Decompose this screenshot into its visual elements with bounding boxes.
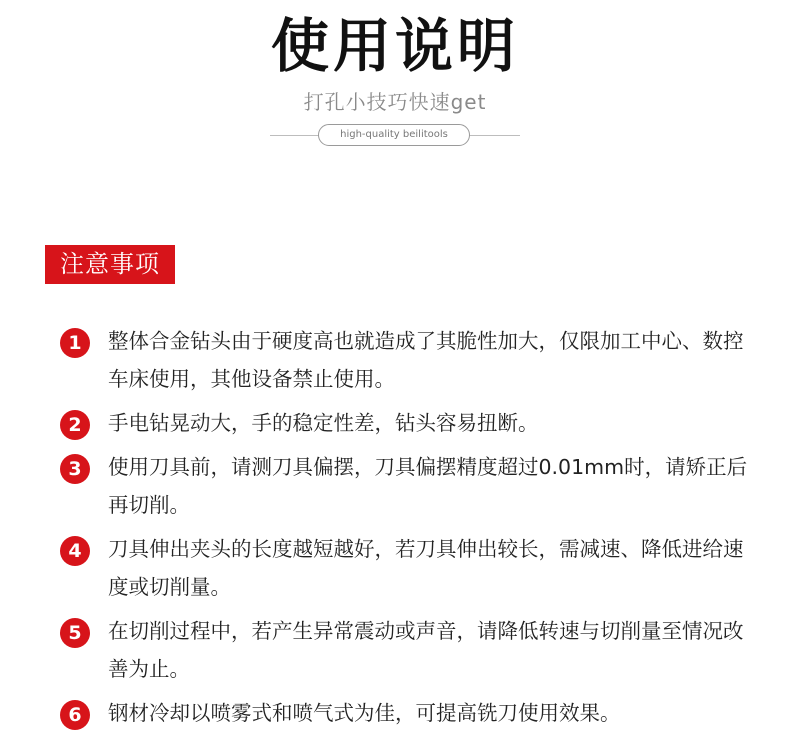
list-item bbox=[60, 448, 760, 524]
item-text: 手电钻晃动大，手的稳定性差，钻头容易扭断。 bbox=[108, 411, 539, 435]
number-badge: 1 bbox=[60, 328, 90, 358]
tagline-banner bbox=[270, 124, 520, 146]
number-badge: 6 bbox=[60, 700, 90, 730]
list-item bbox=[60, 404, 760, 442]
tagline-pill: high-quality beilitools bbox=[318, 124, 470, 146]
page-title: 使用说明 bbox=[270, 12, 519, 80]
page-subtitle: 打孔小技巧快速get bbox=[303, 90, 487, 114]
number-badge: 4 bbox=[60, 536, 90, 566]
list-item bbox=[60, 322, 760, 398]
list-item bbox=[60, 530, 760, 606]
item-text: 在切削过程中，若产生异常震动或声音，请降低转速与切削量至情况改善为止。 bbox=[108, 619, 744, 681]
list-item bbox=[60, 694, 760, 732]
list-item bbox=[60, 612, 760, 688]
number-badge: 5 bbox=[60, 618, 90, 648]
item-text: 整体合金钻头由于硬度高也就造成了其脆性加大，仅限加工中心、数控车床使用，其他设备禁止使用。 bbox=[108, 329, 744, 391]
item-text: 使用刀具前，请测刀具偏摆，刀具偏摆精度超过0.01mm时，请矫正后再切削。 bbox=[108, 455, 748, 517]
item-text: 钢材冷却以喷雾式和喷气式为佳，可提高铣刀使用效果。 bbox=[108, 701, 621, 725]
item-text: 刀具伸出夹头的长度越短越好，若刀具伸出较长，需减速、降低进给速度或切削量。 bbox=[108, 537, 744, 599]
number-badge: 2 bbox=[60, 410, 90, 440]
notice-list bbox=[60, 322, 760, 738]
section-header: 注意事项 bbox=[45, 245, 175, 284]
number-badge: 3 bbox=[60, 454, 90, 484]
